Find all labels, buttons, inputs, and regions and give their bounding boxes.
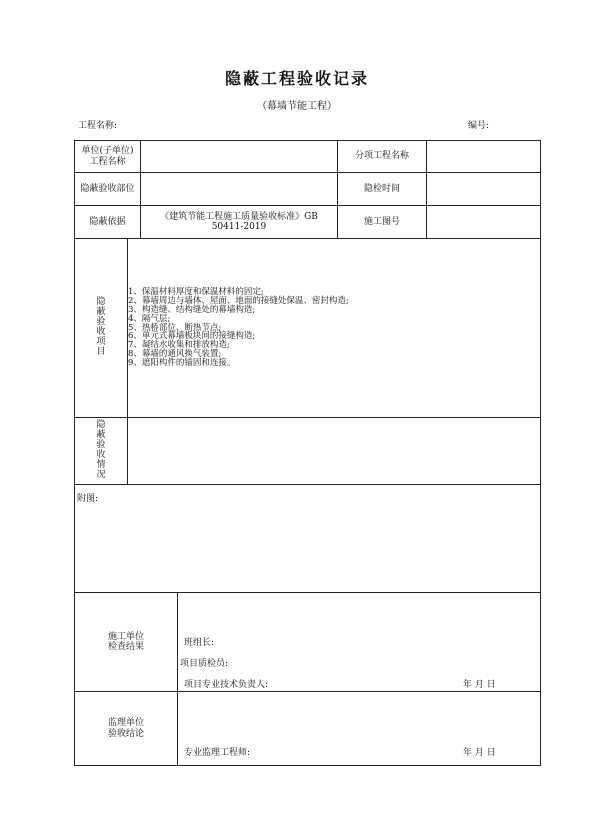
list-item: 2、幕墙周边与墙体、屋面、地面的接缝处保温、密封构造; — [128, 295, 349, 306]
supervisor-label: 监理单位 验收结论 — [75, 692, 178, 766]
row-attachment — [75, 485, 541, 593]
situation-label: 隐 蔽 验 收 情 况 — [75, 418, 128, 485]
row-supervisor — [75, 692, 541, 766]
list-item: 8、幕墙的通风换气装置; — [128, 349, 222, 360]
items-label: 隐 蔽 验 收 项 目 — [75, 239, 128, 418]
situation-value-cell[interactable] — [128, 418, 541, 485]
drawing-no-value-cell[interactable] — [427, 206, 541, 239]
contractor-sign-cell[interactable] — [178, 593, 541, 692]
items-list — [128, 239, 541, 418]
list-item: 4、隔气层; — [128, 313, 171, 324]
basis-value: 《建筑节能工程施工质量验收标准》GB 50411-2019 — [141, 206, 338, 239]
sub-project-value-cell[interactable] — [427, 141, 541, 173]
sub-project-label: 分项工程名称 — [338, 141, 427, 173]
row-basis — [75, 206, 541, 239]
unit-value-cell[interactable] — [141, 141, 338, 173]
list-item: 7、凝结水收集和排放构造; — [128, 340, 230, 351]
row-situation — [75, 418, 541, 485]
drawing-no-label: 施工图号 — [338, 206, 427, 239]
attachment-label: 附图: — [77, 494, 99, 504]
team-leader-label: 班组长: — [184, 638, 215, 648]
quality-inspector-label: 项目质检员: — [180, 659, 229, 669]
contractor-label: 施工单位 检查结果 — [75, 593, 178, 692]
contractor-date: 年 月 日 — [463, 680, 496, 690]
supervisor-sign-cell[interactable] — [178, 692, 541, 766]
list-item: 9、遮阳构件的锚固和连接。 — [128, 358, 236, 369]
list-item: 1、保温材料厚度和保温材料的固定; — [128, 286, 264, 297]
row-items — [75, 239, 541, 418]
project-name-label: 工程名称: — [78, 121, 118, 131]
inspection-time-value-cell[interactable] — [427, 173, 541, 206]
basis-label: 隐蔽依据 — [75, 206, 141, 239]
unit-label: 单位(子单位) 工程名称 — [75, 141, 141, 173]
attachment-cell[interactable] — [75, 485, 541, 593]
inspection-time-label: 隐检时间 — [338, 173, 427, 206]
row-unit — [75, 141, 541, 173]
page-subtitle: （幕墙节能工程） — [257, 101, 337, 112]
inspection-form-table — [74, 140, 541, 766]
list-item: 5、热桥部位、断热节点; — [128, 322, 222, 333]
hidden-part-label: 隐蔽验收部位 — [75, 173, 141, 206]
hidden-part-value-cell[interactable] — [141, 173, 338, 206]
supervision-engineer-label: 专业监理工程师: — [184, 748, 251, 758]
list-item: 6、单元式幕墙板块间的接缝构造; — [128, 331, 256, 342]
list-item: 3、构造缝、结构缝处的幕墙构造; — [128, 304, 256, 315]
tech-leader-label: 项目专业技术负责人: — [184, 680, 269, 690]
row-contractor — [75, 593, 541, 692]
number-label: 编号: — [468, 121, 490, 131]
supervisor-date: 年 月 日 — [463, 748, 496, 758]
page-title: 隐蔽工程验收记录 — [224, 69, 369, 88]
row-hidden-part — [75, 173, 541, 206]
